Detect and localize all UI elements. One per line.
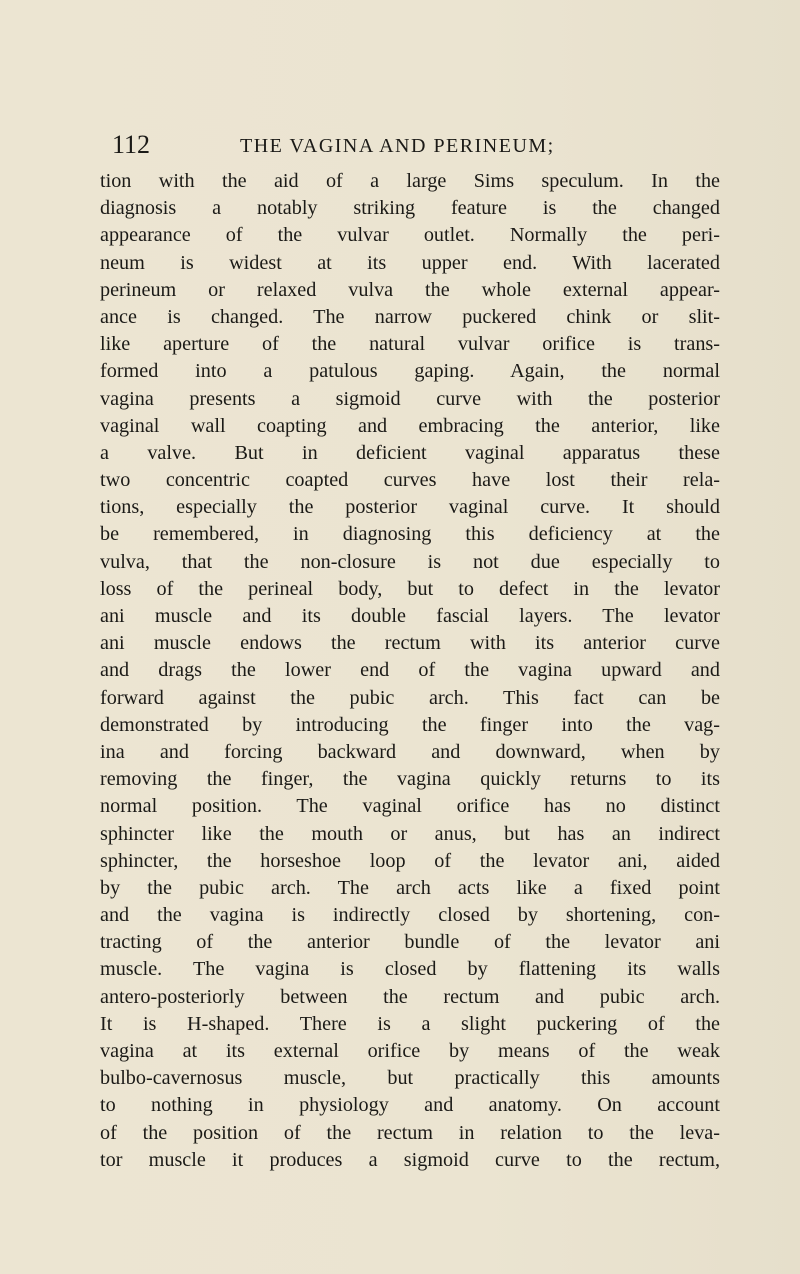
text-line: of the position of the rectum in relation to the leva- [100, 1121, 720, 1144]
text-line: and drags the lower end of the vagina upward and [100, 659, 720, 682]
text-line: sphincter, the horseshoe loop of the levator ani, aided [100, 849, 720, 872]
text-line: bulbo-cavernosus muscle, but practically this amounts [100, 1067, 720, 1090]
text-line: demonstrated by introducing the finger into the vag- [100, 713, 720, 736]
text-line: formed into a patulous gaping. Again, the normal [100, 360, 720, 383]
text-line: be remembered, in diagnosing this deficiency at the [100, 523, 720, 546]
text-line: removing the finger, the vagina quickly returns to its [100, 768, 720, 791]
body-text [100, 168, 720, 1174]
text-line: vaginal wall coapting and embracing the anterior, like [100, 414, 720, 437]
text-line: by the pubic arch. The arch acts like a fixed point [100, 876, 720, 899]
text-line: forward against the pubic arch. This fact can be [100, 686, 720, 709]
text-line: two concentric coapted curves have lost their rela- [100, 469, 720, 492]
text-line: antero-posteriorly between the rectum and pubic arch. [100, 985, 720, 1008]
text-line: tion with the aid of a large Sims speculum. In the [100, 170, 720, 192]
page-number: 112 [112, 130, 151, 159]
text-line: vagina presents a sigmoid curve with the posterior [100, 387, 720, 410]
text-line: tions, especially the posterior vaginal curve. It should [100, 496, 720, 519]
text-line: sphincter like the mouth or anus, but has an indirect [100, 822, 720, 845]
text-line: tracting of the anterior bundle of the levator ani [100, 931, 720, 954]
running-head: THE VAGINA AND PERINEUM; [240, 135, 555, 157]
text-line: perineum or relaxed vulva the whole external appear- [100, 278, 720, 301]
text-line: ance is changed. The narrow puckered chink or slit- [100, 305, 720, 328]
text-line: vulva, that the non-closure is not due especially to [100, 550, 720, 573]
text-line: ani muscle endows the rectum with its anterior curve [100, 632, 720, 655]
text-line: muscle. The vagina is closed by flattening its walls [100, 958, 720, 981]
text-line: like aperture of the natural vulvar orifice is trans- [100, 333, 720, 356]
text-line: and the vagina is indirectly closed by shortening, con- [100, 904, 720, 927]
text-line: neum is widest at its upper end. With lacerated [100, 251, 720, 274]
text-line: tor muscle it produces a sigmoid curve to the rectum, [100, 1148, 720, 1171]
text-line: to nothing in physiology and anatomy. On account [100, 1094, 720, 1117]
text-line: ani muscle and its double fascial layers. The levator [100, 605, 720, 627]
text-line: a valve. But in deficient vaginal apparatus these [100, 441, 720, 464]
text-line: loss of the perineal body, but to defect in the levator [100, 577, 720, 600]
text-line: normal position. The vaginal orifice has no distinct [100, 795, 720, 818]
text-line: diagnosis a notably striking feature is the changed [100, 197, 720, 220]
text-line: appearance of the vulvar outlet. Normally the peri- [100, 224, 720, 247]
text-line: It is H-shaped. There is a slight puckering of the [100, 1012, 720, 1035]
text-line: vagina at its external orifice by means of the weak [100, 1040, 720, 1062]
page-header [112, 130, 712, 160]
text-line: ina and forcing backward and downward, when by [100, 740, 720, 763]
